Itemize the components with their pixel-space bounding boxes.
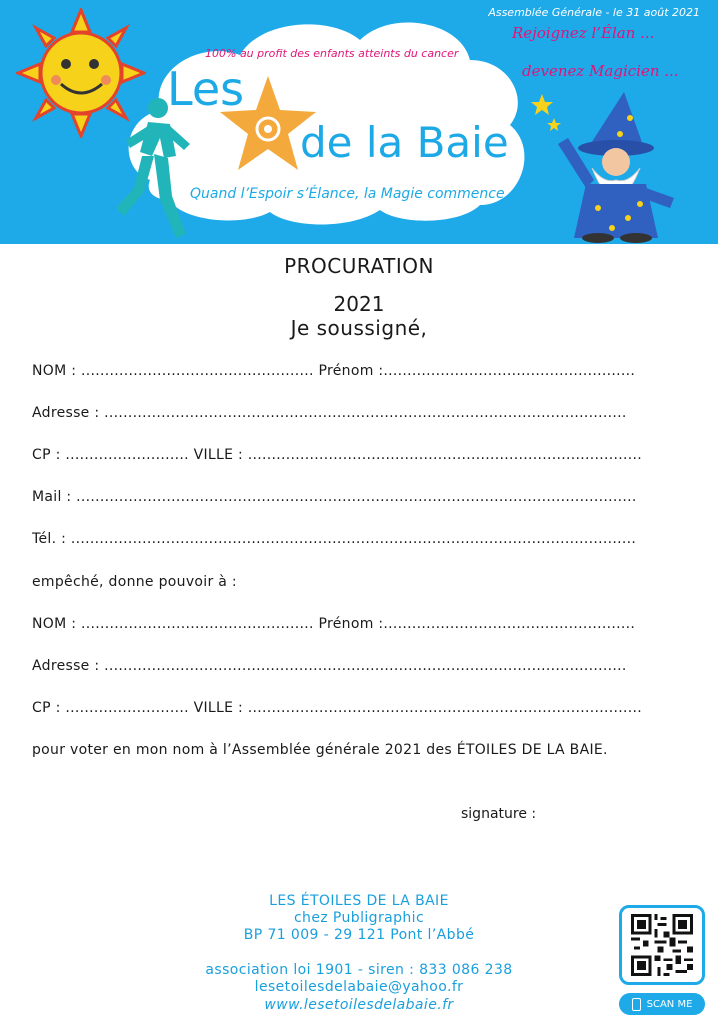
intro-text: Je soussigné, — [290, 316, 428, 340]
signature-label: signature : — [461, 806, 537, 822]
logo-text-les: Les — [167, 62, 245, 116]
form-line-proxy-adresse: Adresse : .............................................................................................................. — [32, 658, 627, 674]
footer-legal: association loi 1901 - siren : 833 086 238 — [205, 962, 513, 978]
form-line-proxy-nom: NOM : ................................................. Prénom :..................................................... — [32, 616, 636, 632]
document-year: 2021 — [333, 292, 385, 316]
scan-me-button[interactable] — [619, 993, 705, 1015]
form-line-empeche: empêché, donne pouvoir à : — [32, 574, 237, 590]
runner-icon — [110, 96, 195, 241]
slogan-line-1: Rejoignez l’Élan ... — [512, 24, 655, 42]
footer-org-name: LES ÉTOILES DE LA BAIE — [269, 893, 449, 909]
form-line-proxy-cp-ville: CP : .......................... VILLE : ................................................................................... — [32, 700, 643, 716]
document-title: PROCURATION — [284, 254, 434, 278]
phone-icon — [632, 998, 641, 1011]
form-line-vote-statement: pour voter en mon nom à l’Assemblée générale 2021 des ÉTOILES DE LA BAIE. — [32, 742, 608, 758]
form-line-tel: Tél. : ....................................................................................................................... — [32, 531, 637, 547]
form-line-mail: Mail : ...................................................................................................................... — [32, 489, 637, 505]
logo-slogan: Quand l’Espoir s’Élance, la Magie commence ... — [190, 186, 523, 202]
qr-code-frame[interactable] — [619, 905, 705, 985]
general-assembly-date: Assemblée Générale - le 31 août 2021 — [488, 6, 700, 19]
form-line-cp-ville: CP : .......................... VILLE : ................................................................................... — [32, 447, 643, 463]
header-banner — [0, 0, 718, 244]
footer-care-of: chez Publigraphic — [293, 910, 425, 926]
logo-text-baie: de la Baie — [300, 118, 509, 167]
footer-email[interactable]: lesetoilesdelabaie@yahoo.fr — [254, 979, 464, 995]
form-line-adresse: Adresse : .............................................................................................................. — [32, 405, 627, 421]
qr-code-icon — [631, 914, 693, 976]
form-line-nom: NOM : ................................................. Prénom :..................................................... — [32, 363, 636, 379]
footer-website[interactable]: www.lesetoilesdelabaie.fr — [264, 997, 454, 1013]
slogan-line-2: devenez Magicien ... — [522, 62, 679, 80]
footer-address: BP 71 009 - 29 121 Pont l’Abbé — [243, 927, 475, 943]
scan-me-label: SCAN ME — [646, 998, 693, 1010]
wizard-icon — [528, 88, 688, 244]
tagline: 100% au profit des enfants atteints du cancer — [205, 47, 459, 60]
